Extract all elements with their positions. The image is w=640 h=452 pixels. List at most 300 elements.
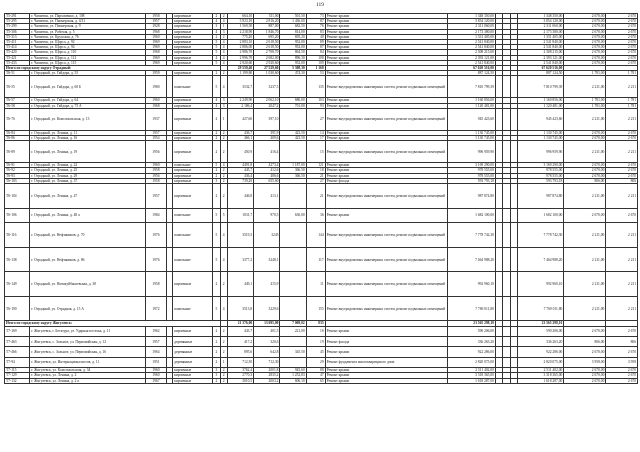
entrances-cell: 3 (220, 29, 227, 34)
roof-area-cell (280, 357, 306, 367)
unit-cost-max-cell: 2 211 (606, 108, 638, 130)
year-cell: 1957 (145, 130, 166, 135)
wall-material-cell: панельные (173, 296, 213, 321)
unit-cost-max-cell: 1 781 (606, 71, 638, 76)
living-area-cell: 4273,4 (254, 163, 280, 168)
roof-area-cell (280, 336, 306, 346)
residents-cell: 11 (306, 272, 325, 297)
total-label: Итого по городскому округу Отрадный: (5, 66, 221, 71)
house-id-cell: Т6-57 (5, 98, 30, 103)
cost-fund-cell: 7 464 988,20 (518, 247, 564, 272)
cost-fund-cell: 3 318 365,00 (518, 373, 564, 378)
wall-material-cell: панельные (173, 223, 213, 248)
wall-material-cell: кирпичные (173, 71, 213, 76)
unit-cost-max-cell: 2 670 (606, 208, 638, 223)
floors-cell: 5 (213, 223, 220, 248)
work-type-cell: Ремонт фасада (325, 336, 447, 346)
house-id-cell: Т6-93 (5, 173, 30, 178)
unit-cost-cell: 2 670,00 (564, 14, 606, 19)
wall-material-cell: кирпичные (173, 50, 213, 55)
year-cell: 1958 (145, 178, 166, 183)
cost-cell: 2 308 215,00 (447, 50, 495, 55)
wall-material-cell: кирпичные (173, 184, 213, 209)
unit-cost-max-cell: 2 211 (606, 296, 638, 321)
address-cell: г. Отрадный, ул. Нефтяников, д. 70 (30, 223, 146, 248)
address-cell: г. Чапаевск, ул. Пархоменко, д. 108 (30, 14, 146, 19)
cost-reg-cell (503, 184, 510, 209)
house-id-cell: Т6-51 (5, 71, 30, 76)
floors-cell: 5 (213, 208, 220, 223)
house-id-cell: Т6-86 (5, 136, 30, 141)
cost-cell: 1 160 856,00 (447, 98, 495, 103)
unit-cost-cell: 2 670,00 (564, 136, 606, 141)
year-cell: 1954 (145, 136, 166, 141)
cost-cell: 593 793,18 (447, 178, 495, 183)
total-area-cell: 2 186,4 (227, 103, 253, 108)
year-cell: 1962 (145, 326, 166, 336)
unit-cost-max-cell: 806 (606, 336, 638, 346)
floors-cell: 4 (213, 98, 220, 103)
floors-cell: 2 (213, 326, 220, 336)
unit-cost-max-cell: 2 211 (606, 272, 638, 297)
roof-area-cell (280, 272, 306, 297)
address-cell: г. Отрадный, ул. Ленина, д. 29 (30, 173, 146, 178)
year-cell: 1958 (145, 168, 166, 173)
total-area-cell: 3532,7 (227, 76, 253, 98)
total-area-cell: 2 249,90 (227, 98, 253, 103)
cost-fund-cell: 593 793,18 (518, 178, 564, 183)
cost-fed-cell (495, 272, 502, 297)
total-area-cell: 739,20 (227, 178, 253, 183)
house-id-cell: Т6-92 (5, 168, 30, 173)
year-cell: 1976 (145, 247, 166, 272)
cost-fund-cell: 2 511 402,00 (518, 368, 564, 373)
unit-cost-cell: 2 670,00 (564, 40, 606, 45)
cost-reg-cell (503, 296, 510, 321)
cost-cell: 2 173 380,00 (447, 29, 495, 34)
living-area-cell: 416,4 (254, 141, 280, 163)
cost-cell: 1 331 405,00 (447, 34, 495, 39)
cost-fed-cell (495, 336, 502, 346)
residents-cell: 89 (306, 40, 325, 45)
unit-cost-max-cell: 2 211 (606, 141, 638, 163)
unit-cost-cell: 2 670,00 (564, 163, 606, 168)
unit-cost-cell: 2 670,00 (564, 168, 606, 173)
cost-cell: 7 810 799,39 (447, 76, 495, 98)
house-id-cell: Т7-466 (5, 347, 30, 357)
cost-cell: 2 541 840,00 (447, 60, 495, 65)
address-cell: г. Отрадный, ул. Ленина, д. 11 (30, 130, 146, 135)
entrances-cell: 4 (220, 50, 227, 55)
residents-cell: 155 (306, 296, 325, 321)
residents-cell: 18 (306, 168, 325, 173)
entrances-cell: 2 (220, 71, 227, 76)
unit-cost-max-cell: 2 670 (606, 19, 638, 24)
year-cell: 1968 (145, 29, 166, 34)
residents-cell: 27 (306, 108, 325, 130)
floors-cell: 5 (213, 40, 220, 45)
entrances-cell: 2 (220, 347, 227, 357)
cost-cell: 992 960,10 (447, 272, 495, 297)
wall-material-cell: кирпичные (173, 168, 213, 173)
floors-cell: 5 (213, 163, 220, 168)
residents-cell: 76 (306, 24, 325, 29)
work-type-cell: Ремонт крыши (325, 378, 447, 383)
roof-area-cell: 366,50 (280, 168, 306, 173)
total-area-cell: 21 376,00 (227, 321, 253, 326)
entrances-cell: 5 (220, 208, 227, 223)
residents-cell: 15 (306, 141, 325, 163)
entrances-cell: 2 (220, 326, 227, 336)
work-type-cell: Ремонт крыши (325, 60, 447, 65)
living-area-cell: 1 846,70 (254, 29, 280, 34)
floors-cell: 5 (213, 247, 220, 272)
table-row (5, 141, 638, 163)
living-area-cell: 391,9 (254, 130, 280, 135)
unit-cost-max-cell: 2 670 (606, 40, 638, 45)
living-area-cell: 3237,5 (254, 76, 280, 98)
wall-material-cell: кирпичные (173, 373, 213, 378)
living-area-cell: 412,6 (254, 168, 280, 173)
total-living-area-cell: 27 529,60 (254, 66, 280, 71)
work-type-cell: Ремонт крыши (325, 45, 447, 50)
year-cell: 1969 (145, 40, 166, 45)
floors-cell: 2 (213, 272, 220, 297)
address-cell: г. Жигулевск, ул. Ленина, д. 2 а (30, 378, 146, 383)
unit-cost-cell: 2 211,00 (564, 76, 606, 98)
floors-cell: 2 (213, 347, 220, 357)
cost-fund-cell: 978 555,00 (518, 173, 564, 178)
work-type-cell: Ремонт крыши (325, 168, 447, 173)
cost-cell: 2 820 075,00 (447, 357, 495, 367)
unit-cost-max-cell: 2 670 (606, 163, 638, 168)
entrances-cell: 4 (220, 296, 227, 321)
residents-cell: 53 (306, 71, 325, 76)
address-cell: г. Чапаевск, ул. Щорса, д. 115 (30, 60, 146, 65)
cost-reg-cell (503, 357, 510, 367)
cost-fed-cell (495, 76, 502, 98)
total-area-cell: 436,4 (227, 173, 253, 178)
floors-cell: 3 (213, 24, 220, 29)
total-area-cell: 4491,8 (227, 163, 253, 168)
cost-cell: 1 682 100,00 (447, 208, 495, 223)
year-cell: 1972 (145, 296, 166, 321)
floors-cell: 2 (213, 130, 220, 135)
total-area-cell: 3519,3 (227, 223, 253, 248)
address-cell: г. Отрадный, ул. Ленина, д. 19 (30, 141, 146, 163)
entrances-cell: 1 (220, 24, 227, 29)
cost-fund-cell: 7 769 011,80 (518, 296, 564, 321)
floors-cell: 4 (213, 29, 220, 34)
cost-mun-cell (510, 223, 517, 248)
entrances-cell: 2 (220, 130, 227, 135)
roof-area-cell (280, 141, 306, 163)
cost-fund-cell: 2 541 840,00 (518, 40, 564, 45)
work-type-cell: Ремонт внутридомовых инженерных систем, ремонт подвальных помещений (325, 141, 447, 163)
entrances-cell: 4 (220, 60, 227, 65)
cost-mun-cell (510, 272, 517, 297)
cost-fund-cell: 3 169 290,00 (518, 163, 564, 168)
cost-cell: 2 393 121,00 (447, 55, 495, 60)
unit-cost-max-cell: 2 670 (606, 368, 638, 373)
entrances-cell: 2 (220, 168, 227, 173)
living-area-cell: 406,6 (254, 173, 280, 178)
unit-cost-cell: 1 781,00 (564, 103, 606, 108)
floors-cell: 2 (213, 136, 220, 141)
house-id-cell: Т7-94 (5, 357, 30, 367)
unit-cost-cell: 2 670,00 (564, 326, 606, 336)
residents-cell: 117 (306, 247, 325, 272)
cost-cell: 7 769 011,80 (447, 296, 495, 321)
wall-material-cell: деревянные (173, 347, 213, 357)
year-cell: 1967 (145, 378, 166, 383)
cost-reg-cell (503, 223, 510, 248)
residents-cell: 47 (306, 373, 325, 378)
living-area-cell: 320,6 (254, 336, 280, 346)
total-area-cell: 443,7 (227, 326, 253, 336)
cost-mun-cell (510, 296, 517, 321)
year-cell: 1976 (145, 223, 166, 248)
wall-material-cell: кирпичные (173, 368, 213, 373)
work-type-cell: Ремонт крыши (325, 368, 447, 373)
work-type-cell: Ремонт крыши (325, 208, 447, 223)
cost-cell: 7 464 988,20 (447, 247, 495, 272)
cost-cell: 2 541 840,00 (447, 40, 495, 45)
cost-reg-cell (503, 378, 510, 383)
unit-cost-max-cell: 2 670 (606, 326, 638, 336)
roof-area-cell: 896,30 (280, 55, 306, 60)
work-type-cell: Ремонт крыши (325, 347, 447, 357)
cost-fed-cell (495, 223, 502, 248)
cost-fed-cell (495, 326, 502, 336)
address-cell: г. Отрадный, ул. Ленина, д. 48 а (30, 208, 146, 223)
unit-cost-cell: 2 211,00 (564, 141, 606, 163)
unit-cost-max-cell: 2 670 (606, 50, 638, 55)
cost-fund-cell: 1 348 350,00 (518, 14, 564, 19)
living-area-cell: 3229,6 (254, 296, 280, 321)
residents-cell: 87 (306, 19, 325, 24)
unit-cost-cell: 1 781,00 (564, 71, 606, 76)
work-type-cell: Ремонт внутридомовых инженерных систем, ремонт подвальных помещений (325, 184, 447, 209)
roof-area-cell: 864,50 (280, 50, 306, 55)
house-id-cell: Т6-104 (5, 184, 30, 209)
unit-cost-cell: 2 670,00 (564, 24, 606, 29)
house-id-cell: Т7-169 (5, 326, 30, 336)
roof-area-cell: 366,50 (280, 173, 306, 178)
living-area-cell: 712,30 (254, 357, 280, 367)
wall-material-cell: кирпичные (173, 14, 213, 19)
unit-cost-cell: 806,00 (564, 336, 606, 346)
year-cell: 1960 (145, 34, 166, 39)
house-id-cell: Т5-411 (5, 40, 30, 45)
floors-cell: 2 (213, 141, 220, 163)
living-area-cell: 3245 (254, 223, 280, 248)
entrances-cell: 2 (220, 173, 227, 178)
cost-fund-cell: 2 820 075,00 (518, 357, 564, 367)
house-id-cell: Т5-414 (5, 45, 30, 50)
unit-cost-max-cell: 2 670 (606, 373, 638, 378)
cost-cell: 887 124,50 (447, 71, 495, 76)
residents-cell: 27 (306, 178, 325, 183)
total-cost-fund-cell: 67 620 516,00 (518, 66, 564, 71)
work-type-cell: Ремонт крыши (325, 98, 447, 103)
cost-fund-cell: 887 124,50 (518, 71, 564, 76)
living-area-cell: 642,8 (254, 347, 280, 357)
table-row (5, 108, 638, 130)
work-type-cell: Ремонт крыши (325, 50, 447, 55)
cost-fund-cell: 1 618 287,00 (518, 378, 564, 383)
residents-cell: 109 (306, 60, 325, 65)
floors-cell: 2 (213, 168, 220, 173)
address-cell: г. Отрадный, ул. Комсомольская, д. 13 (30, 108, 146, 130)
year-cell: 1984 (145, 208, 166, 223)
entrances-cell: 2 (220, 184, 227, 209)
cost-mun-cell (510, 357, 517, 367)
cost-fed-cell (495, 141, 502, 163)
unit-cost-max-cell: 2 670 (606, 29, 638, 34)
roof-area-cell: 423,50 (280, 130, 306, 135)
total-area-cell: 712,30 (227, 357, 253, 367)
address-cell: г. Жигулевск, с. Зольное, ул. Первомайская, д. 12 (30, 336, 146, 346)
cost-cell: 996 959,90 (447, 141, 495, 163)
wall-material-cell: панельные (173, 247, 213, 272)
residents-cell: 144 (306, 223, 325, 248)
unit-cost-max-cell: 1 781 (606, 98, 638, 103)
table-row (5, 357, 638, 367)
total-residents-cell: 835 (306, 321, 325, 326)
roof-area-cell: 945,60 (280, 368, 306, 373)
wall-material-cell: деревянные (173, 357, 213, 367)
entrances-cell: 4 (220, 76, 227, 98)
living-area-cell: 2 618,50 (254, 45, 280, 50)
cost-fed-cell (495, 184, 502, 209)
unit-cost-max-cell: 2 670 (606, 45, 638, 50)
residents-cell: 84 (306, 50, 325, 55)
year-cell: 1928 (145, 24, 166, 29)
total-area-cell: 466,1 (227, 136, 253, 141)
wall-material-cell: кирпичные (173, 326, 213, 336)
work-type-cell: Ремонт крыши (325, 103, 447, 108)
unit-cost-cell: 2 670,00 (564, 19, 606, 24)
total-area-cell: 445,7 (227, 168, 253, 173)
entrances-cell: 1 (220, 357, 227, 367)
unit-cost-max-cell: 2 670 (606, 136, 638, 141)
house-id-cell: Т7-463 (5, 336, 30, 346)
floors-cell: 3 (213, 373, 220, 378)
address-cell: г. Жигулевск, ул. Ленина, д. 2 (30, 373, 146, 378)
work-type-cell: Ремонт крыши (325, 326, 447, 336)
cost-fund-cell: 922 286,00 (518, 347, 564, 357)
cost-mun-cell (510, 184, 517, 209)
total-residents-cell: 1 168 (306, 66, 325, 71)
year-cell: 1957 (145, 19, 166, 24)
living-area-cell: 2003,2 (254, 378, 280, 383)
cost-mun-cell (510, 247, 517, 272)
unit-cost-cell: 2 211,00 (564, 184, 606, 209)
cost-reg-cell (503, 141, 510, 163)
roof-area-cell: 701,00 (280, 103, 306, 108)
address-cell: г. Чапаевск, ул. Крупская, д. 76 (30, 34, 146, 39)
unit-cost-cell: 2 211,00 (564, 272, 606, 297)
unit-cost-cell: 3 958,00 (564, 357, 606, 367)
roof-area-cell (280, 223, 306, 248)
unit-cost-max-cell: 2 670 (606, 378, 638, 383)
cost-fund-cell: 2 541 840,00 (518, 60, 564, 65)
wall-material-cell: кирпичные (173, 55, 213, 60)
year-cell: 1957 (145, 184, 166, 209)
unit-cost-cell: 2 670,00 (564, 368, 606, 373)
wall-material-cell: кирпичные (173, 24, 213, 29)
residents-cell: 21 (306, 184, 325, 209)
house-id-cell: Т5-421 (5, 55, 30, 60)
total-area-cell: 1031,7 (227, 208, 253, 223)
total-area-cell: 1 569,50 (227, 24, 253, 29)
cost-fed-cell (495, 108, 502, 130)
cost-fund-cell: 7 810 799,39 (518, 76, 564, 98)
cost-reg-cell (503, 247, 510, 272)
unit-cost-cell: 2 670,00 (564, 347, 606, 357)
total-area-cell: 2 986,70 (227, 50, 253, 55)
unit-cost-max-cell: 2 211 (606, 76, 638, 98)
unit-cost-max-cell: 806 (606, 178, 638, 183)
residents-cell: 45 (306, 347, 325, 357)
address-cell: г. Чапаевск, ул. Щорса, д. 92 (30, 40, 146, 45)
unit-cost-cell: 806,00 (564, 178, 606, 183)
total-area-cell: 436,7 (227, 130, 253, 135)
unit-cost-max-cell: 2 211 (606, 184, 638, 209)
cost-cell: 922 286,00 (447, 347, 495, 357)
total-living-area-cell: 13 695,00 (254, 321, 280, 326)
unit-cost-max-cell: 1 781 (606, 103, 638, 108)
entrances-cell: 3 (220, 98, 227, 103)
living-area-cell: 970,5 (254, 208, 280, 223)
cost-mun-cell (510, 76, 517, 98)
cost-reg-cell (503, 108, 510, 130)
cost-fund-cell: 1 160 856,00 (518, 98, 564, 103)
cost-fund-cell: 945 423,60 (518, 108, 564, 130)
address-cell: г. Отрадный, ул. Гайдара, д. 60 Б (30, 76, 146, 98)
entrances-cell: 2 (220, 14, 227, 19)
total-area-cell: 417,2 (227, 336, 253, 346)
floors-cell: 3 (213, 368, 220, 373)
cost-cell: 2 541 840,00 (447, 45, 495, 50)
table-row (5, 296, 638, 321)
unit-cost-max-cell: 2 670 (606, 24, 638, 29)
roof-area-cell: 630,00 (280, 208, 306, 223)
roof-area-cell: 1 187,00 (280, 163, 306, 168)
floors-cell: 3 (213, 178, 220, 183)
work-type-cell: Ремонт крыши (325, 40, 447, 45)
work-type-cell: Ремонт внутридомовых инженерных систем, ремонт подвальных помещений (325, 272, 447, 297)
total-area-cell: 2 996,70 (227, 55, 253, 60)
wall-material-cell: панельные (173, 163, 213, 168)
residents-cell: 29 (306, 357, 325, 367)
year-cell: 1968 (145, 103, 166, 108)
total-area-cell: 3010,5 (227, 378, 253, 383)
year-cell: 1956 (145, 173, 166, 178)
roof-area-cell: 606,10 (280, 378, 306, 383)
cost-fund-cell: 2 308 215,00 (518, 50, 564, 55)
cost-cell: 2 511 402,00 (447, 368, 495, 373)
year-cell: 1951 (145, 357, 166, 367)
address-cell: г. Отрадный, ул. Гайдара, д. 75 А (30, 103, 146, 108)
address-cell: г. Жигулевск, с. Зольное, ул. Первомайская, д. 16 (30, 347, 146, 357)
roof-area-cell (280, 296, 306, 321)
residents-cell: 103 (306, 98, 325, 103)
table-row (5, 223, 638, 248)
work-type-cell: Ремонт внутридомовых инженерных систем, ремонт подвальных помещений (325, 247, 447, 272)
table-row (5, 347, 638, 357)
